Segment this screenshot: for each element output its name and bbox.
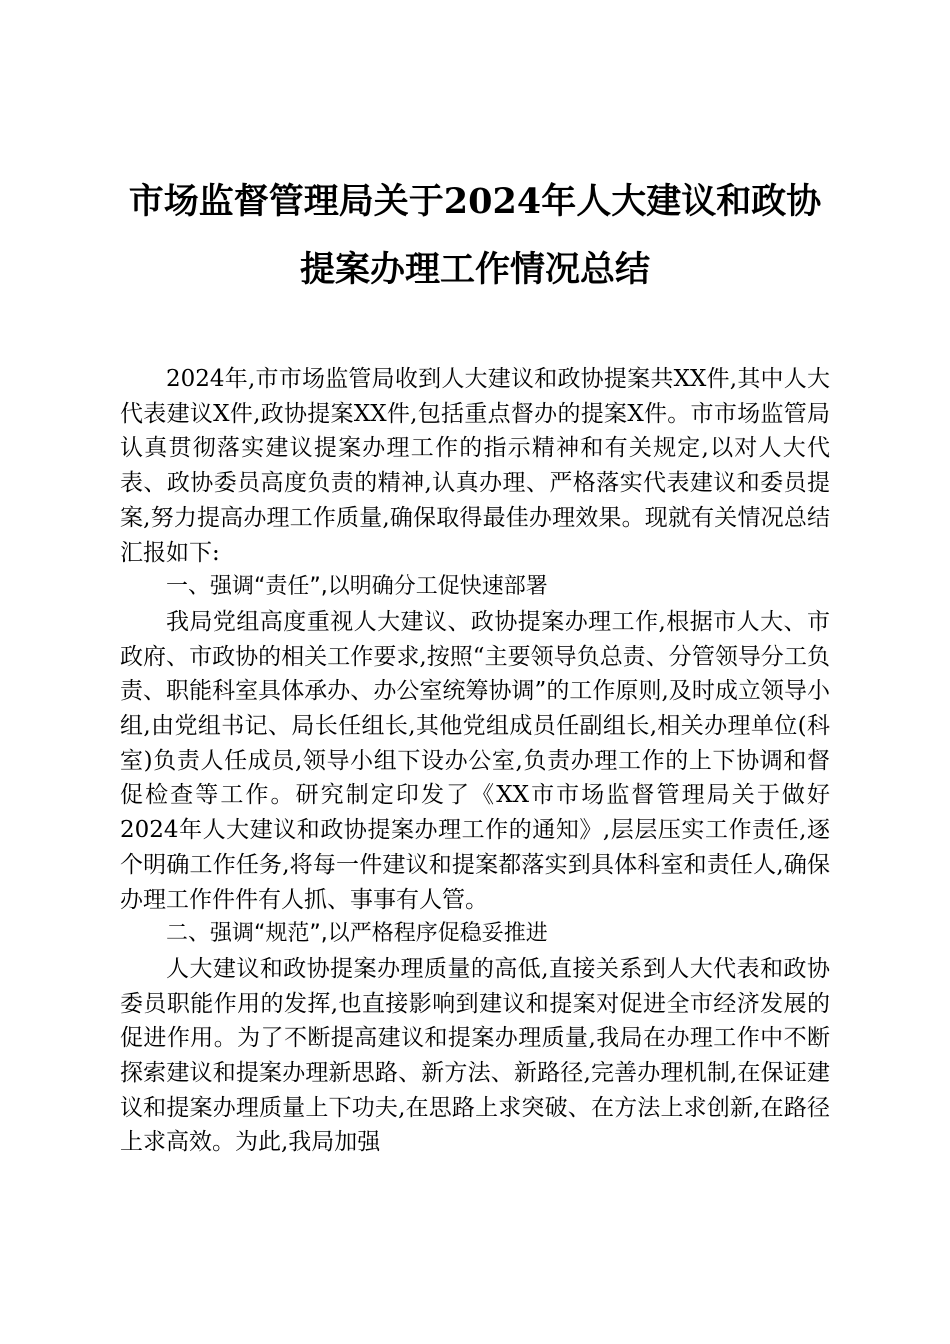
document-body: [120, 362, 830, 1160]
section1-heading: 一、强调“责任”,以明确分工促快速部署: [166, 574, 548, 600]
section2-paragraph: 人大建议和政协提案办理质量的高低,直接关系到人大代表和政协委员职能作用的发挥,也直接影响到建议和提案对促进全市经济发展的促进作用。为了不断提高建议和提案办理质量,我局在办理工作中不断探索建议和提案办理新思路、新方法、新路径,完善办理机制,在保证建议和提案办理质量上下功夫,在思路上求突破、在方法上求创新,在路径上求高效。为此,我局加强: [120, 955, 830, 1156]
document-title-line1: 市场监督管理局关于2024年人大建议和政协: [128, 181, 822, 222]
section2-heading: 二、强调“规范”,以严格程序促稳妥推进: [166, 921, 548, 947]
intro-paragraph: 2024年,市市场监管局收到人大建议和政协提案共XX件,其中人大代表建议X件,政协提案XX件,包括重点督办的提案X件。市市场监管局认真贯彻落实建议提案办理工作的指示精神和有关规定,以对人大代表、政协委员高度负责的精神,认真办理、严格落实代表建议和委员提案,努力提高办理工作质量,确保取得最佳办理效果。现就有关情况总结汇报如下:: [120, 366, 830, 566]
section1-paragraph: 我局党组高度重视人大建议、政协提案办理工作,根据市人大、市政府、市政协的相关工作要求,按照“主要领导负总责、分管领导分工负责、职能科室具体承办、办公室统筹协调”的工作原则,及时成立领导小组,由党组书记、局长任组长,其他党组成员任副组长,相关办理单位(科室)负责人任成员,领导小组下设办公室,负责办理工作的上下协调和督促检查等工作。研究制定印发了《XX市市场监督管理局关于做好2024年人大建议和政协提案办理工作的通知》,层层压实工作责任,逐个明确工作任务,将每一件建议和提案都落实到具体科室和责任人,确保办理工作件件有人抓、事事有人管。: [120, 608, 830, 913]
document-title-line2: 提案办理工作情况总结: [299, 249, 650, 290]
